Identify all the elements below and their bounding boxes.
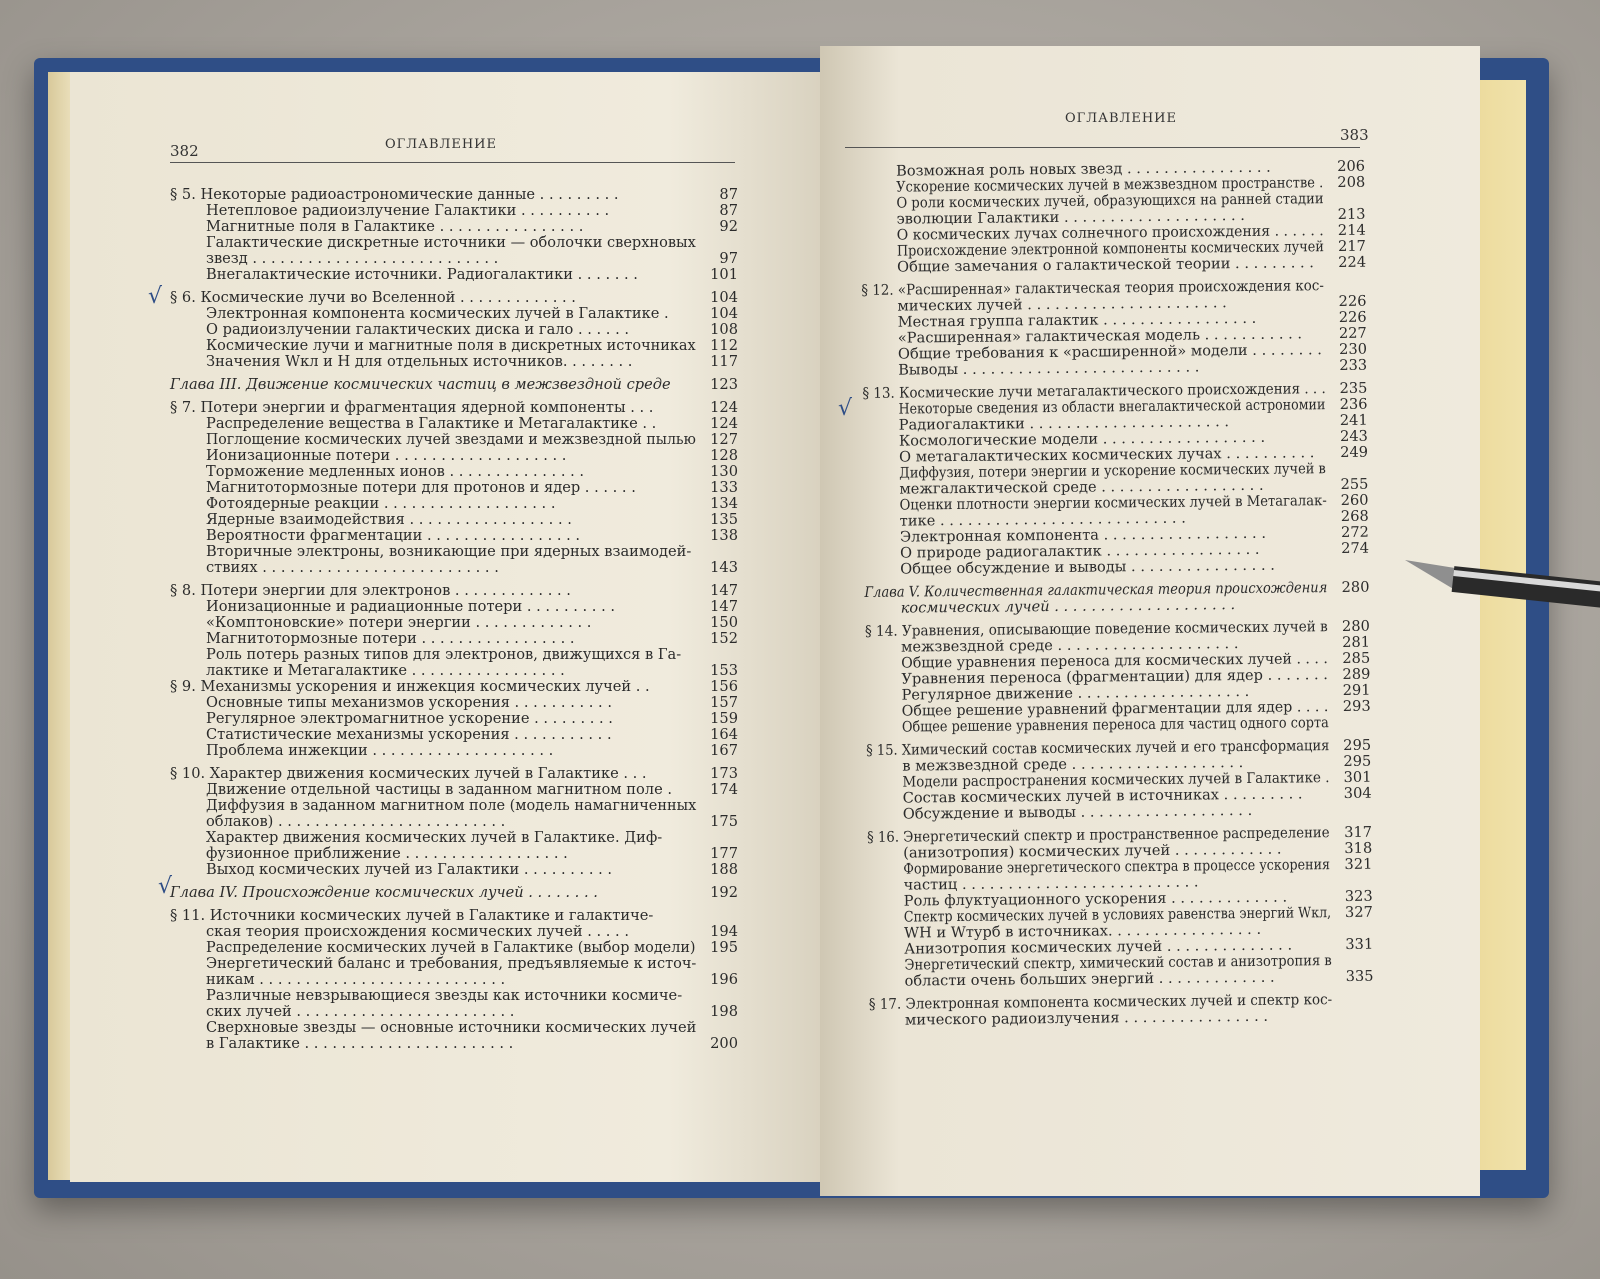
toc-page-number: 153	[710, 662, 738, 679]
toc-page-number: 143	[710, 559, 738, 576]
right-page	[820, 46, 1480, 1196]
toc-row	[170, 631, 738, 647]
toc-entry-text: Выводы . . . . . . . . . . . . . . . . . . . . . . . . . .	[898, 358, 1200, 379]
left-toc	[170, 187, 738, 1052]
toc-page-number: 112	[710, 337, 738, 354]
toc-entry-text: Энергетический спектр, химический состав и анизотропия в	[904, 952, 1332, 974]
toc-page-number: 331	[1345, 935, 1374, 953]
toc-entry-text: § 6. Космические лучи во Вселенной . . . . . . . . . . . . .	[170, 289, 576, 306]
toc-row	[170, 599, 738, 615]
toc-entry-text: Характер движения космических лучей в Галактике. Диф-	[206, 829, 663, 846]
toc-page-number: 241	[1339, 411, 1368, 429]
pen	[1405, 550, 1600, 610]
toc-entry-text: Различные невзрывающиеся звезды как источники космиче-	[206, 987, 683, 1004]
toc-entry-text: в межзвездной среде . . . . . . . . . . . . . . . . . . .	[902, 754, 1244, 775]
toc-row	[170, 480, 738, 496]
toc-row	[170, 711, 738, 727]
toc-page-number: 226	[1338, 292, 1367, 310]
toc-entry-text: Торможение медленных ионов . . . . . . . . . . . . . . .	[206, 463, 585, 480]
right-toc	[860, 159, 1374, 1029]
toc-entry-text: «Комптоновские» потери энергии . . . . . . . . . . . . .	[206, 614, 592, 631]
toc-row	[170, 187, 738, 203]
toc-row	[170, 400, 738, 416]
toc-entry-text: Обсуждение и выводы . . . . . . . . . . . . . . . . . . .	[902, 801, 1253, 823]
toc-row	[170, 647, 738, 663]
toc-row	[170, 988, 738, 1004]
toc-page-number: 213	[1337, 205, 1366, 223]
right-page-number: 383	[1340, 126, 1369, 144]
toc-page-number: 104	[710, 305, 738, 322]
toc-page-number: 133	[710, 479, 738, 496]
check-mark: √	[838, 396, 853, 421]
toc-row	[170, 1004, 738, 1020]
left-header-rule	[170, 162, 735, 163]
toc-entry-text: § 12. «Расширенная» галактическая теория происхождения кос-	[861, 277, 1324, 299]
toc-entry-text: никам . . . . . . . . . . . . . . . . . . . . . . . . . . .	[206, 971, 506, 988]
toc-page-number: 274	[1341, 539, 1370, 557]
toc-page-number: 196	[710, 971, 738, 988]
left-page-header: ОГЛАВЛЕНИЕ	[385, 137, 498, 152]
toc-entry-text: Уравнения переноса (фрагментации) для ядер . . . . . . .	[901, 666, 1328, 688]
toc-page-number: 97	[719, 250, 738, 267]
toc-row	[170, 306, 738, 322]
toc-row	[170, 377, 738, 393]
toc-row	[170, 354, 738, 370]
toc-entry-text: Ядерные взаимодействия . . . . . . . . . . . . . . . . . .	[206, 511, 572, 528]
toc-page-number: 295	[1343, 752, 1372, 770]
toc-page-number: 101	[710, 266, 738, 283]
toc-page-number: 317	[1344, 823, 1373, 841]
toc-page-number: 236	[1339, 395, 1368, 413]
toc-page-number: 192	[710, 884, 738, 901]
toc-row	[170, 235, 738, 251]
toc-entry-text: Регулярное электромагнитное ускорение . . . . . . . . .	[206, 710, 613, 727]
toc-page-number: 104	[710, 289, 738, 306]
toc-entry-text: Формирование энергетического спектра в процессе ускорения	[903, 856, 1331, 878]
toc-row	[170, 290, 738, 306]
toc-page-number: 289	[1342, 665, 1371, 683]
toc-page-number: 301	[1343, 768, 1372, 786]
toc-row	[170, 583, 738, 599]
left-page	[70, 72, 820, 1182]
toc-entry-text: Энергетический баланс и требования, предъявляемые к источ-	[206, 955, 697, 972]
toc-page-number: 291	[1342, 681, 1371, 699]
toc-entry-text: Диффузия, потери энергии и ускорение космических лучей в	[899, 460, 1326, 482]
toc-row	[170, 798, 738, 814]
toc-page-number: 214	[1337, 221, 1366, 239]
toc-page-number: 304	[1343, 784, 1372, 802]
toc-entry-text: Глава III. Движение космических частиц в межзвездной среде	[170, 376, 671, 393]
toc-entry-text: Сверхновые звезды — основные источники космических лучей	[206, 1019, 697, 1036]
toc-entry-text: Глава IV. Происхождение космических лучей . . . . . . . .	[170, 884, 598, 901]
toc-row	[170, 695, 738, 711]
toc-entry-text: Глава V. Количественная галактическая теория происхождения	[864, 579, 1328, 601]
toc-page-number: 157	[710, 694, 738, 711]
toc-entry-text: «Расширенная» галактическая модель . . . . . . . . . . .	[897, 325, 1303, 347]
toc-entry-text: Магнитотормозные потери для протонов и ядер . . . . . .	[206, 479, 636, 496]
toc-entry-text: Внегалактические источники. Радиогалактики . . . . . . .	[206, 266, 638, 283]
toc-page-number: 335	[1345, 967, 1374, 985]
toc-page-number: 130	[710, 463, 738, 480]
toc-entry-text: Оценки плотности энергии космических лучей в Метагалак-	[899, 492, 1327, 514]
toc-page-number: 295	[1343, 736, 1372, 754]
toc-page-number: 323	[1344, 887, 1373, 905]
toc-page-number: 249	[1340, 443, 1369, 461]
toc-row	[170, 512, 738, 528]
toc-page-number: 260	[1340, 491, 1369, 509]
toc-row	[170, 432, 738, 448]
toc-page-number: 135	[710, 511, 738, 528]
toc-entry-text: фузионное приближение . . . . . . . . . . . . . . . . . .	[206, 845, 568, 862]
toc-page-number: 194	[710, 923, 738, 940]
toc-row	[170, 862, 738, 878]
toc-entry-text: Ионизационные потери . . . . . . . . . . . . . . . . . . .	[206, 447, 567, 464]
toc-entry-text: О космических лучах солнечного происхождения . . . . . .	[896, 222, 1324, 244]
toc-row	[170, 1020, 738, 1036]
toc-page-number: 321	[1344, 855, 1373, 873]
toc-entry-text: О роли космических лучей, образующихся на ранней стадии	[896, 190, 1324, 212]
toc-row	[869, 1008, 1374, 1029]
toc-page-number: 198	[710, 1003, 738, 1020]
toc-entry-text: § 17. Электронная компонента космических лучей и спектр кос-	[868, 991, 1333, 1013]
toc-row	[170, 727, 738, 743]
toc-page-number: 255	[1340, 475, 1369, 493]
toc-entry-text: Общие требования к «расширенной» модели . . . . . . . .	[897, 341, 1322, 363]
toc-row	[170, 267, 738, 283]
toc-page-number: 127	[710, 431, 738, 448]
toc-entry-text: Диффузия в заданном магнитном поле (модель намагниченных	[206, 797, 697, 814]
toc-entry-text: Нетепловое радиоизлучение Галактики . . . . . . . . . .	[206, 202, 610, 219]
left-page-number: 382	[170, 142, 199, 160]
toc-row	[170, 663, 738, 679]
toc-page-number: 177	[710, 845, 738, 862]
toc-entry-text: Роль потерь разных типов для электронов, движущихся в Га-	[206, 646, 682, 663]
toc-page-number: 117	[710, 353, 738, 370]
check-mark: √	[158, 874, 173, 899]
toc-entry-text: Общие уравнения переноса для космических лучей . . . .	[901, 650, 1328, 672]
toc-entry-text: § 15. Химический состав космических лучей и его трансформация	[866, 737, 1330, 759]
toc-page-number: 128	[710, 447, 738, 464]
toc-entry-text: Спектр космических лучей в условиях равенства энергий Wкл,	[903, 904, 1332, 926]
toc-row	[170, 766, 738, 782]
toc-entry-text: мических лучей . . . . . . . . . . . . . . . . . . . . . .	[897, 294, 1227, 315]
toc-page-number: 164	[710, 726, 738, 743]
toc-entry-text: § 11. Источники космических лучей в Галактике и галактиче-	[170, 907, 654, 924]
toc-page-number: 224	[1338, 253, 1367, 271]
toc-entry-text: Электронная компонента космических лучей в Галактике .	[206, 305, 669, 322]
toc-row	[170, 885, 738, 901]
toc-entry-text: Поглощение космических лучей звездами и межзвездной пылью	[206, 431, 696, 448]
toc-page-number: 318	[1344, 839, 1373, 857]
toc-page-number: 268	[1340, 507, 1369, 525]
toc-entry-text: звезд . . . . . . . . . . . . . . . . . . . . . . . . . . .	[206, 250, 499, 267]
toc-row	[170, 615, 738, 631]
toc-entry-text: Общее обсуждение и выводы . . . . . . . . . . . . . . . .	[900, 556, 1275, 578]
toc-page-number: 159	[710, 710, 738, 727]
toc-entry-text: § 10. Характер движения космических лучей в Галактике . . .	[170, 765, 647, 782]
toc-page-number: 167	[710, 742, 738, 759]
toc-row	[170, 908, 738, 924]
toc-page-number: 285	[1342, 649, 1371, 667]
toc-entry-text: Возможная роль новых звезд . . . . . . . . . . . . . . . .	[895, 158, 1271, 180]
toc-page-number: 173	[710, 765, 738, 782]
toc-entry-text: Выход космических лучей из Галактики . . . . . . . . . .	[206, 861, 613, 878]
toc-entry-text: Распределение космических лучей в Галактике (выбор модели)	[206, 939, 696, 956]
toc-entry-text: О метагалактических космических лучах . . . . . . . . . .	[898, 444, 1315, 466]
toc-entry-text: § 16. Энергетический спектр и пространственное распределение	[866, 824, 1330, 846]
toc-entry-text: мического радиоизлучения . . . . . . . . . . . . . . . .	[904, 1007, 1269, 1029]
toc-entry-text: Статистические механизмы ускорения . . . . . . . . . . .	[206, 726, 612, 743]
toc-page-number: 243	[1339, 427, 1368, 445]
toc-page-number: 327	[1344, 903, 1373, 921]
toc-page-number: 156	[710, 678, 738, 695]
toc-page-number: 208	[1337, 173, 1366, 192]
toc-entry-text: межгалактической среде . . . . . . . . . . . . . . . . . .	[899, 476, 1264, 498]
toc-row	[170, 679, 738, 695]
toc-entry-text: Вероятности фрагментации . . . . . . . . . . . . . . . . .	[206, 527, 581, 544]
toc-entry-text: Роль флуктуационного ускорения . . . . . . . . . . . . .	[903, 888, 1288, 910]
toc-page-number: 200	[710, 1035, 738, 1052]
toc-entry-text: Магнитотормозные потери . . . . . . . . . . . . . . . . .	[206, 630, 575, 647]
toc-page-number: 280	[1341, 617, 1370, 635]
toc-entry-text: Вторичные электроны, возникающие при ядерных взаимодей-	[206, 543, 692, 560]
toc-entry-text: (анизотропия) космических лучей . . . . . . . . . . . .	[903, 840, 1282, 862]
toc-page-number: 175	[710, 813, 738, 830]
toc-entry-text: § 9. Механизмы ускорения и инжекция космических лучей . .	[170, 678, 650, 695]
toc-page-number: 174	[710, 781, 738, 798]
toc-page-number: 206	[1337, 157, 1366, 176]
toc-entry-text: тике . . . . . . . . . . . . . . . . . . . . . . . . . . .	[899, 509, 1186, 530]
toc-entry-text: Магнитные поля в Галактике . . . . . . . . . . . . . . . .	[206, 218, 584, 235]
toc-entry-text: Космические лучи и магнитные поля в дискретных источниках	[206, 337, 696, 354]
toc-entry-text: Модели распространения космических лучей в Галактике .	[902, 769, 1330, 791]
toc-row	[170, 814, 738, 830]
toc-page-number: 108	[710, 321, 738, 338]
toc-page-number: 123	[710, 376, 738, 393]
toc-row	[170, 956, 738, 972]
toc-entry-text: § 7. Потери энергии и фрагментация ядерной компоненты . . .	[170, 399, 654, 416]
toc-page-number: 280	[1341, 578, 1370, 596]
toc-page-number: 134	[710, 495, 738, 512]
toc-entry-text: облаков) . . . . . . . . . . . . . . . . . . . . . . . . .	[206, 813, 506, 830]
toc-row	[170, 338, 738, 354]
toc-page-number: 147	[710, 598, 738, 615]
toc-entry-text: Электронная компонента . . . . . . . . . . . . . . . . . .	[899, 524, 1267, 546]
toc-page-number: 281	[1342, 633, 1371, 651]
toc-row	[170, 464, 738, 480]
toc-page-number: 124	[710, 399, 738, 416]
toc-entry-text: Радиогалактики . . . . . . . . . . . . . . . . . . . . . .	[898, 413, 1230, 434]
check-mark: √	[148, 284, 163, 309]
toc-entry-text: § 8. Потери энергии для электронов . . . . . . . . . . . . .	[170, 582, 571, 599]
toc-row	[170, 972, 738, 988]
toc-page-number: 272	[1340, 523, 1369, 541]
toc-entry-text: Фотоядерные реакции . . . . . . . . . . . . . . . . . . .	[206, 495, 556, 512]
toc-page-number: 293	[1342, 697, 1371, 715]
toc-entry-text: Анизотропия космических лучей . . . . . . . . . . . . . .	[904, 936, 1293, 958]
toc-entry-text: космических лучей . . . . . . . . . . . . . . . . . . . .	[900, 596, 1236, 617]
toc-entry-text: в Галактике . . . . . . . . . . . . . . . . . . . . . . .	[206, 1035, 514, 1052]
toc-row	[170, 846, 738, 862]
toc-page-number: 195	[710, 939, 738, 956]
toc-row	[170, 416, 738, 432]
toc-page-number: 138	[710, 527, 738, 544]
toc-page-number: 87	[719, 186, 738, 203]
toc-page-number: 188	[710, 861, 738, 878]
toc-entry-text: Происхождение электронной компоненты космических лучей	[896, 238, 1324, 260]
toc-row	[170, 251, 738, 267]
toc-entry-text: Движение отдельной частицы в заданном магнитном поле .	[206, 781, 672, 798]
toc-entry-text: О радиоизлучении галактических диска и гало . . . . . .	[206, 321, 629, 338]
toc-row	[170, 322, 738, 338]
toc-entry-text: ствиях . . . . . . . . . . . . . . . . . . . . . . . . . .	[206, 559, 499, 576]
toc-row	[170, 782, 738, 798]
toc-page-number: 87	[719, 202, 738, 219]
toc-page-number: 233	[1339, 356, 1368, 374]
toc-row	[170, 496, 738, 512]
toc-row	[170, 219, 738, 235]
toc-page-number: 227	[1338, 324, 1367, 342]
toc-entry-text: Распределение вещества в Галактике и Метагалактике . .	[206, 415, 657, 432]
toc-entry-text: Общее решение уравнения переноса для частиц одного сорта	[901, 714, 1329, 736]
toc-entry-text: О природе радиогалактик . . . . . . . . . . . . . . . . .	[899, 540, 1260, 562]
toc-page-number: 230	[1339, 340, 1368, 358]
toc-entry-text: Некоторые сведения из области внегалактической астрономии	[898, 396, 1326, 418]
toc-row	[170, 448, 738, 464]
toc-entry-text: Основные типы механизмов ускорения . . . . . . . . . . .	[206, 694, 612, 711]
toc-entry-text: Местная группа галактик . . . . . . . . . . . . . . . . .	[897, 309, 1257, 331]
right-page-header: ОГЛАВЛЕНИЕ	[1065, 111, 1178, 126]
toc-entry-text: эволюции Галактики . . . . . . . . . . . . . . . . . . . .	[896, 206, 1245, 228]
toc-row	[170, 830, 738, 846]
toc-row	[170, 743, 738, 759]
toc-entry-text: § 13. Космические лучи метагалактического происхождения . . .	[862, 380, 1326, 402]
toc-entry-text: § 14. Уравнения, описывающие поведение космических лучей в	[864, 618, 1328, 640]
toc-entry-text: Состав космических лучей в источниках . . . . . . . . .	[902, 785, 1303, 807]
toc-row	[170, 940, 738, 956]
toc-entry-text: лактике и Метагалактике . . . . . . . . . . . . . . . . .	[206, 662, 565, 679]
right-header-rule	[845, 147, 1360, 148]
toc-row	[170, 528, 738, 544]
toc-row	[170, 544, 738, 560]
toc-page-number: 92	[719, 218, 738, 235]
toc-entry-text: области очень больших энергий . . . . . . . . . . . . .	[904, 968, 1275, 990]
toc-page-number: 217	[1337, 237, 1366, 255]
toc-row	[170, 924, 738, 940]
toc-row	[170, 203, 738, 219]
toc-page-number: 235	[1339, 379, 1368, 397]
toc-entry-text: Ионизационные и радиационные потери . . . . . . . . . .	[206, 598, 616, 615]
toc-page-number: 226	[1338, 308, 1367, 326]
toc-row	[170, 560, 738, 576]
toc-entry-text: Регулярное движение . . . . . . . . . . . . . . . . . . .	[901, 682, 1250, 704]
toc-entry-text: Ускорение космических лучей в межзвездном пространстве .	[896, 174, 1324, 196]
toc-entry-text: Проблема инжекции . . . . . . . . . . . . . . . . . . . .	[206, 742, 554, 759]
toc-page-number: 152	[710, 630, 738, 647]
toc-entry-text: частиц . . . . . . . . . . . . . . . . . . . . . . . . . .	[903, 873, 1199, 894]
toc-entry-text: § 5. Некоторые радиоастрономические данные . . . . . . . . .	[170, 186, 619, 203]
toc-page-number: 150	[710, 614, 738, 631]
toc-entry-text: ских лучей . . . . . . . . . . . . . . . . . . . . . . . .	[206, 1003, 515, 1020]
toc-entry-text: ская теория происхождения космических лучей . . . . .	[206, 923, 629, 940]
toc-entry-text: Значения Wкл и H для отдельных источников. . . . . . . .	[206, 353, 633, 370]
toc-entry-text: WH и Wтурб в источниках. . . . . . . . . . . . . . . . .	[903, 920, 1262, 942]
toc-page-number: 147	[710, 582, 738, 599]
toc-entry-text: Галактические дискретные источники — оболочки сверхновых	[206, 234, 696, 251]
toc-page-number: 124	[710, 415, 738, 432]
toc-entry-text: межзвездной среде . . . . . . . . . . . . . . . . . . . .	[900, 635, 1239, 656]
toc-row	[170, 1036, 738, 1052]
toc-entry-text: Общие замечания о галактической теории . . . . . . . . .	[896, 254, 1314, 276]
toc-entry-text: Общее решение уравнений фрагментации для ядер . . . .	[901, 698, 1329, 720]
toc-entry-text: Космологические модели . . . . . . . . . . . . . . . . . .	[898, 428, 1266, 450]
